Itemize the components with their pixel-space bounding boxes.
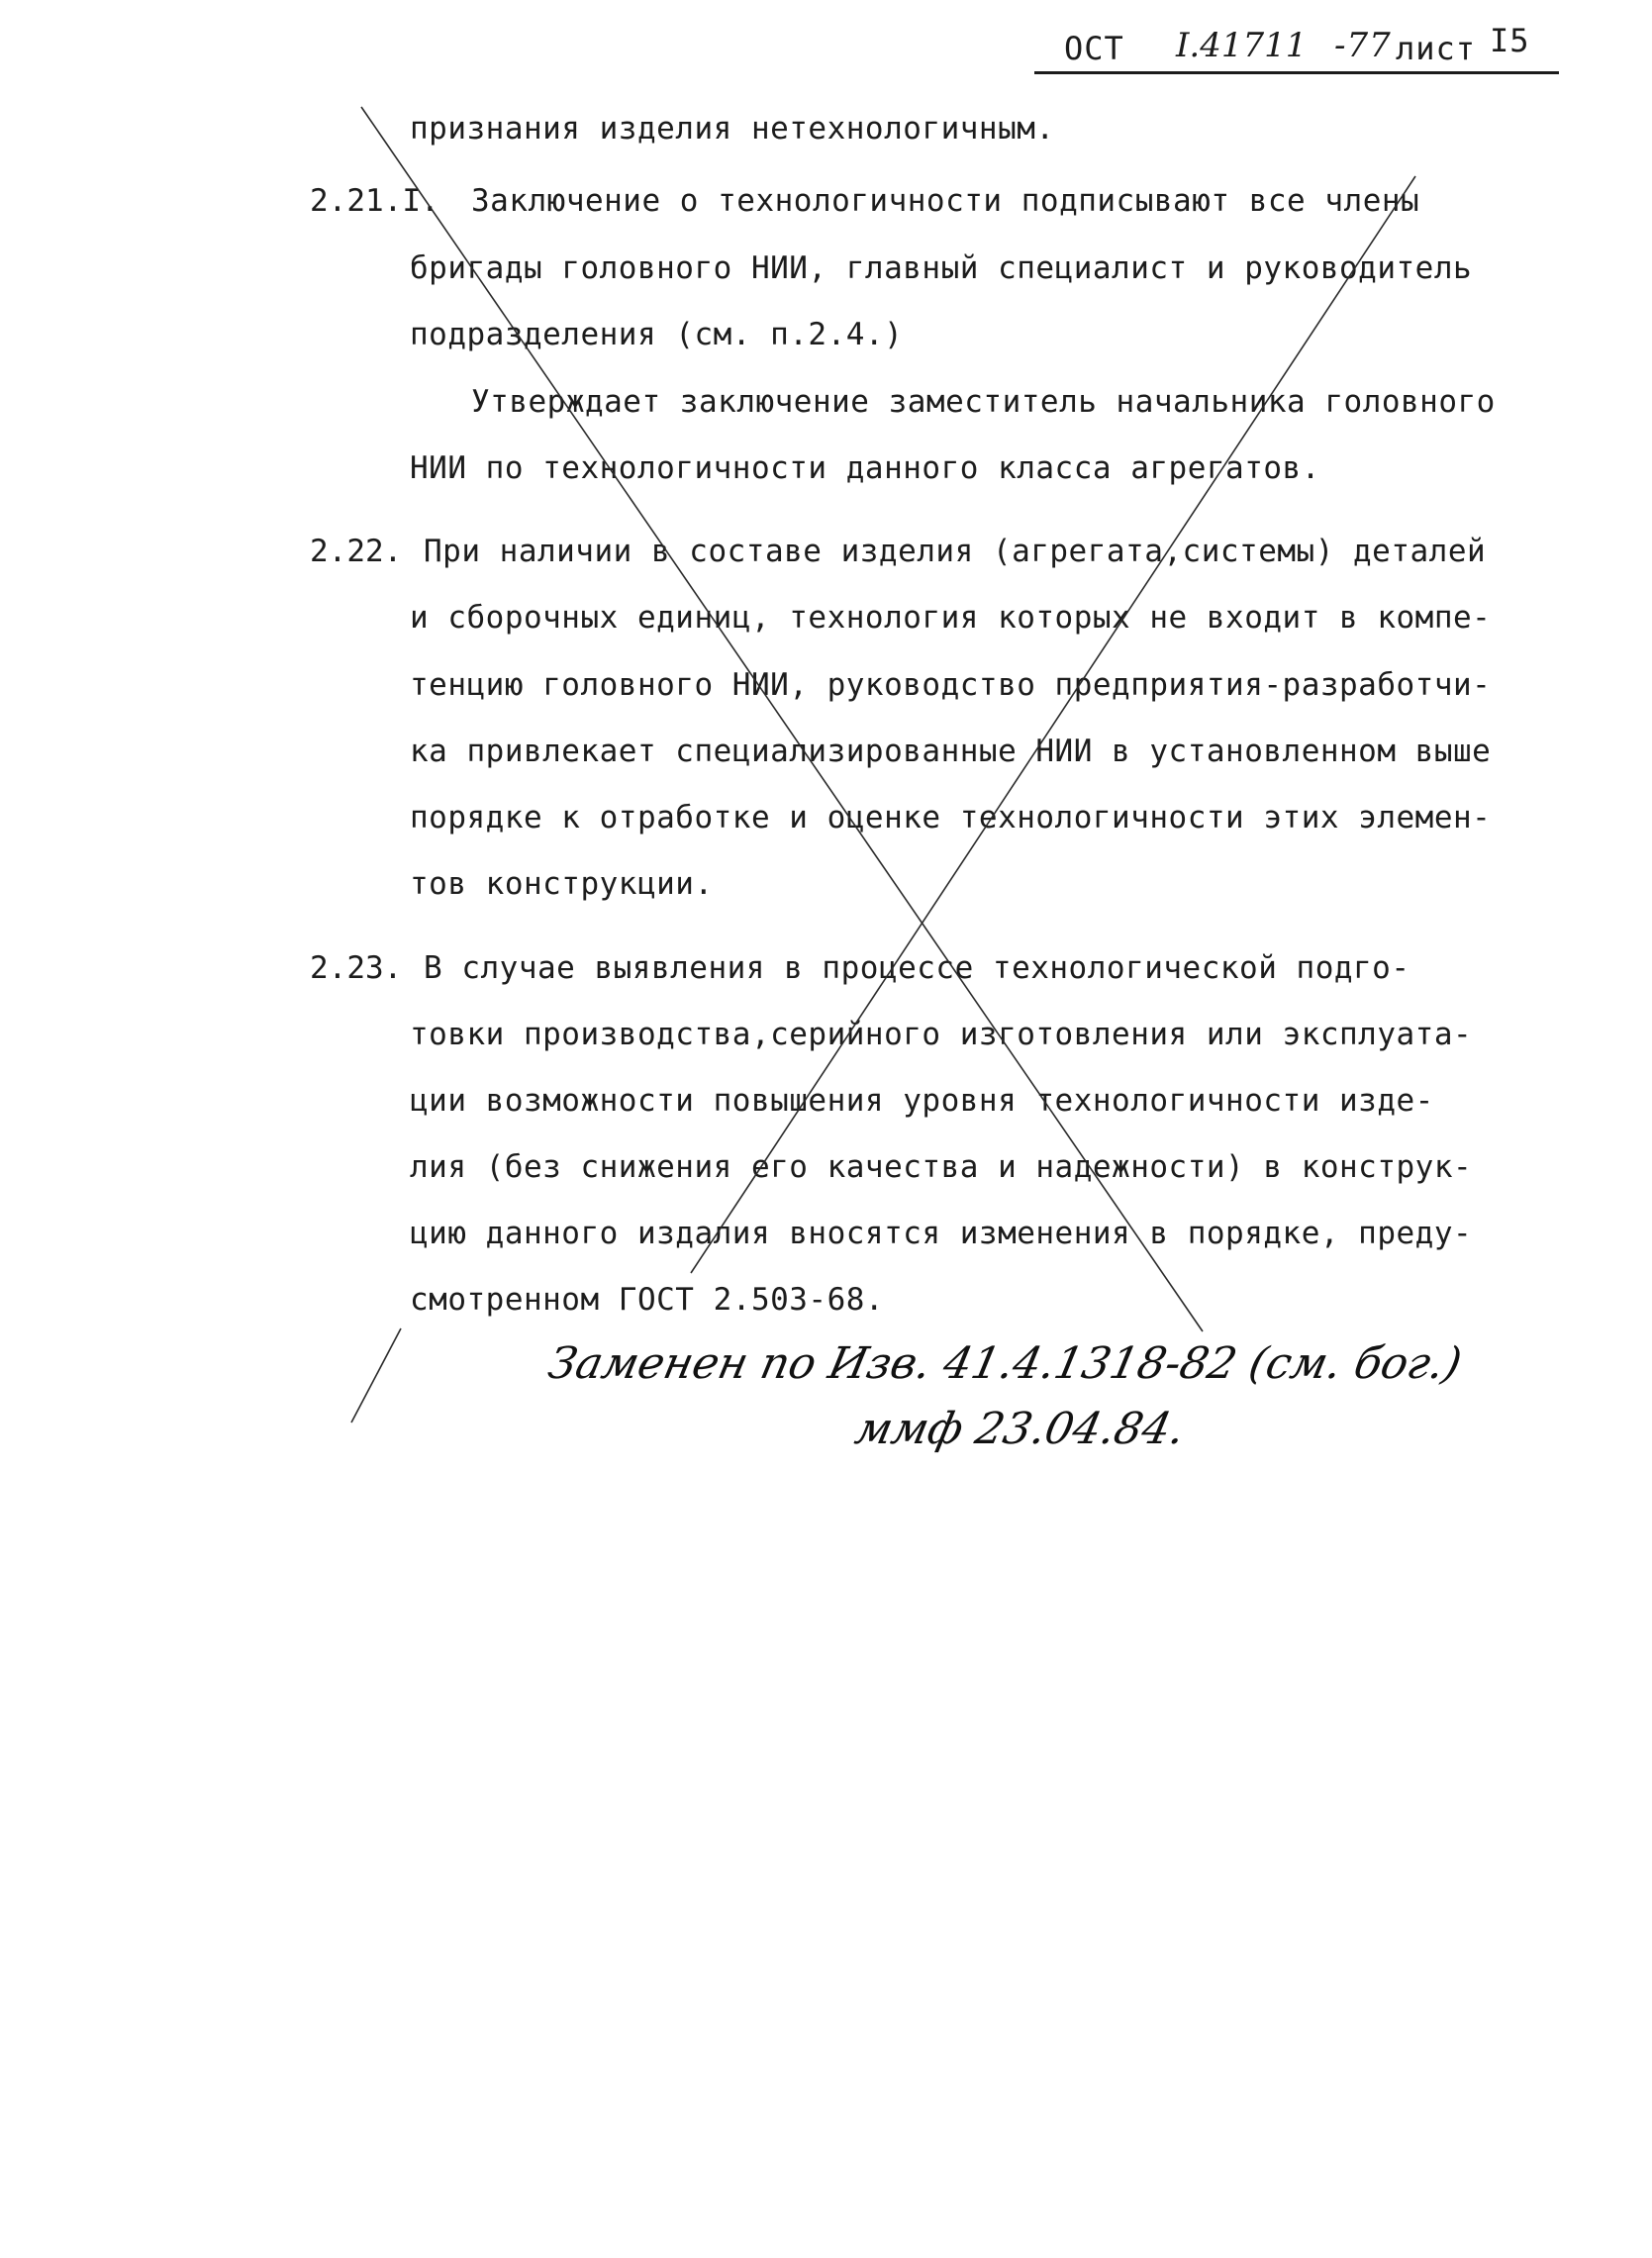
text-line: смотренном ГОСТ 2.503-68. bbox=[410, 1282, 885, 1318]
text-line: товки производства,серийного изготовления или эксплуата- bbox=[410, 1017, 1473, 1052]
standard-code: ОСТ bbox=[1064, 30, 1124, 67]
text-line: ции возможности повышения уровня технологичности изде- bbox=[410, 1083, 1434, 1119]
text-line: тов конструкции. bbox=[410, 866, 714, 902]
strike-line-diagonal-down bbox=[361, 107, 1203, 1331]
text-line: ка привлекает специализированные НИИ в установленном выше bbox=[410, 734, 1492, 769]
section-number: 2.22. bbox=[310, 534, 403, 569]
text-line: порядке к отработке и оценке технологичности этих элемен- bbox=[410, 800, 1492, 835]
text-line: подразделения (см. п.2.4.) bbox=[410, 317, 904, 352]
text-line: При наличии в составе изделия (агрегата,системы) деталей bbox=[424, 534, 1487, 569]
text-line: Заключение о технологичности подписывают все члены bbox=[471, 183, 1420, 219]
text-line: НИИ по технологичности данного класса агрегатов. bbox=[410, 450, 1320, 486]
handwritten-line: Заменен по Изв. 41.4.1318-82 (см. бог.) bbox=[543, 1338, 1467, 1389]
text-line: цию данного издалия вносятся изменения в порядке, преду- bbox=[410, 1216, 1473, 1251]
standard-number: I.41711 bbox=[1176, 26, 1308, 65]
handwritten-line: ммф 23.04.84. bbox=[850, 1404, 1190, 1454]
sheet-label: лист bbox=[1396, 30, 1477, 67]
standard-year: -77 bbox=[1334, 26, 1392, 65]
text-line: лия (без снижения его качества и надежности) в конструк- bbox=[410, 1149, 1473, 1185]
strike-line-short bbox=[351, 1328, 401, 1423]
text-line: В случае выявления в процессе технологической подго- bbox=[424, 950, 1410, 986]
sheet-number: I5 bbox=[1490, 22, 1530, 59]
strike-line-diagonal-up bbox=[691, 176, 1415, 1273]
section-number: 2.21.I. bbox=[310, 183, 439, 219]
text-line: бригады головного НИИ, главный специалист и руководитель bbox=[410, 250, 1473, 286]
intro-line: признания изделия нетехнологичным. bbox=[410, 111, 1055, 147]
text-line: Утверждает заключение заместитель начальника головного bbox=[471, 384, 1496, 420]
text-line: и сборочных единиц, технология которых не входит в компе- bbox=[410, 600, 1492, 636]
text-line: тенцию головного НИИ, руководство предприятия-разработчи- bbox=[410, 667, 1492, 703]
section-number: 2.23. bbox=[310, 950, 403, 986]
